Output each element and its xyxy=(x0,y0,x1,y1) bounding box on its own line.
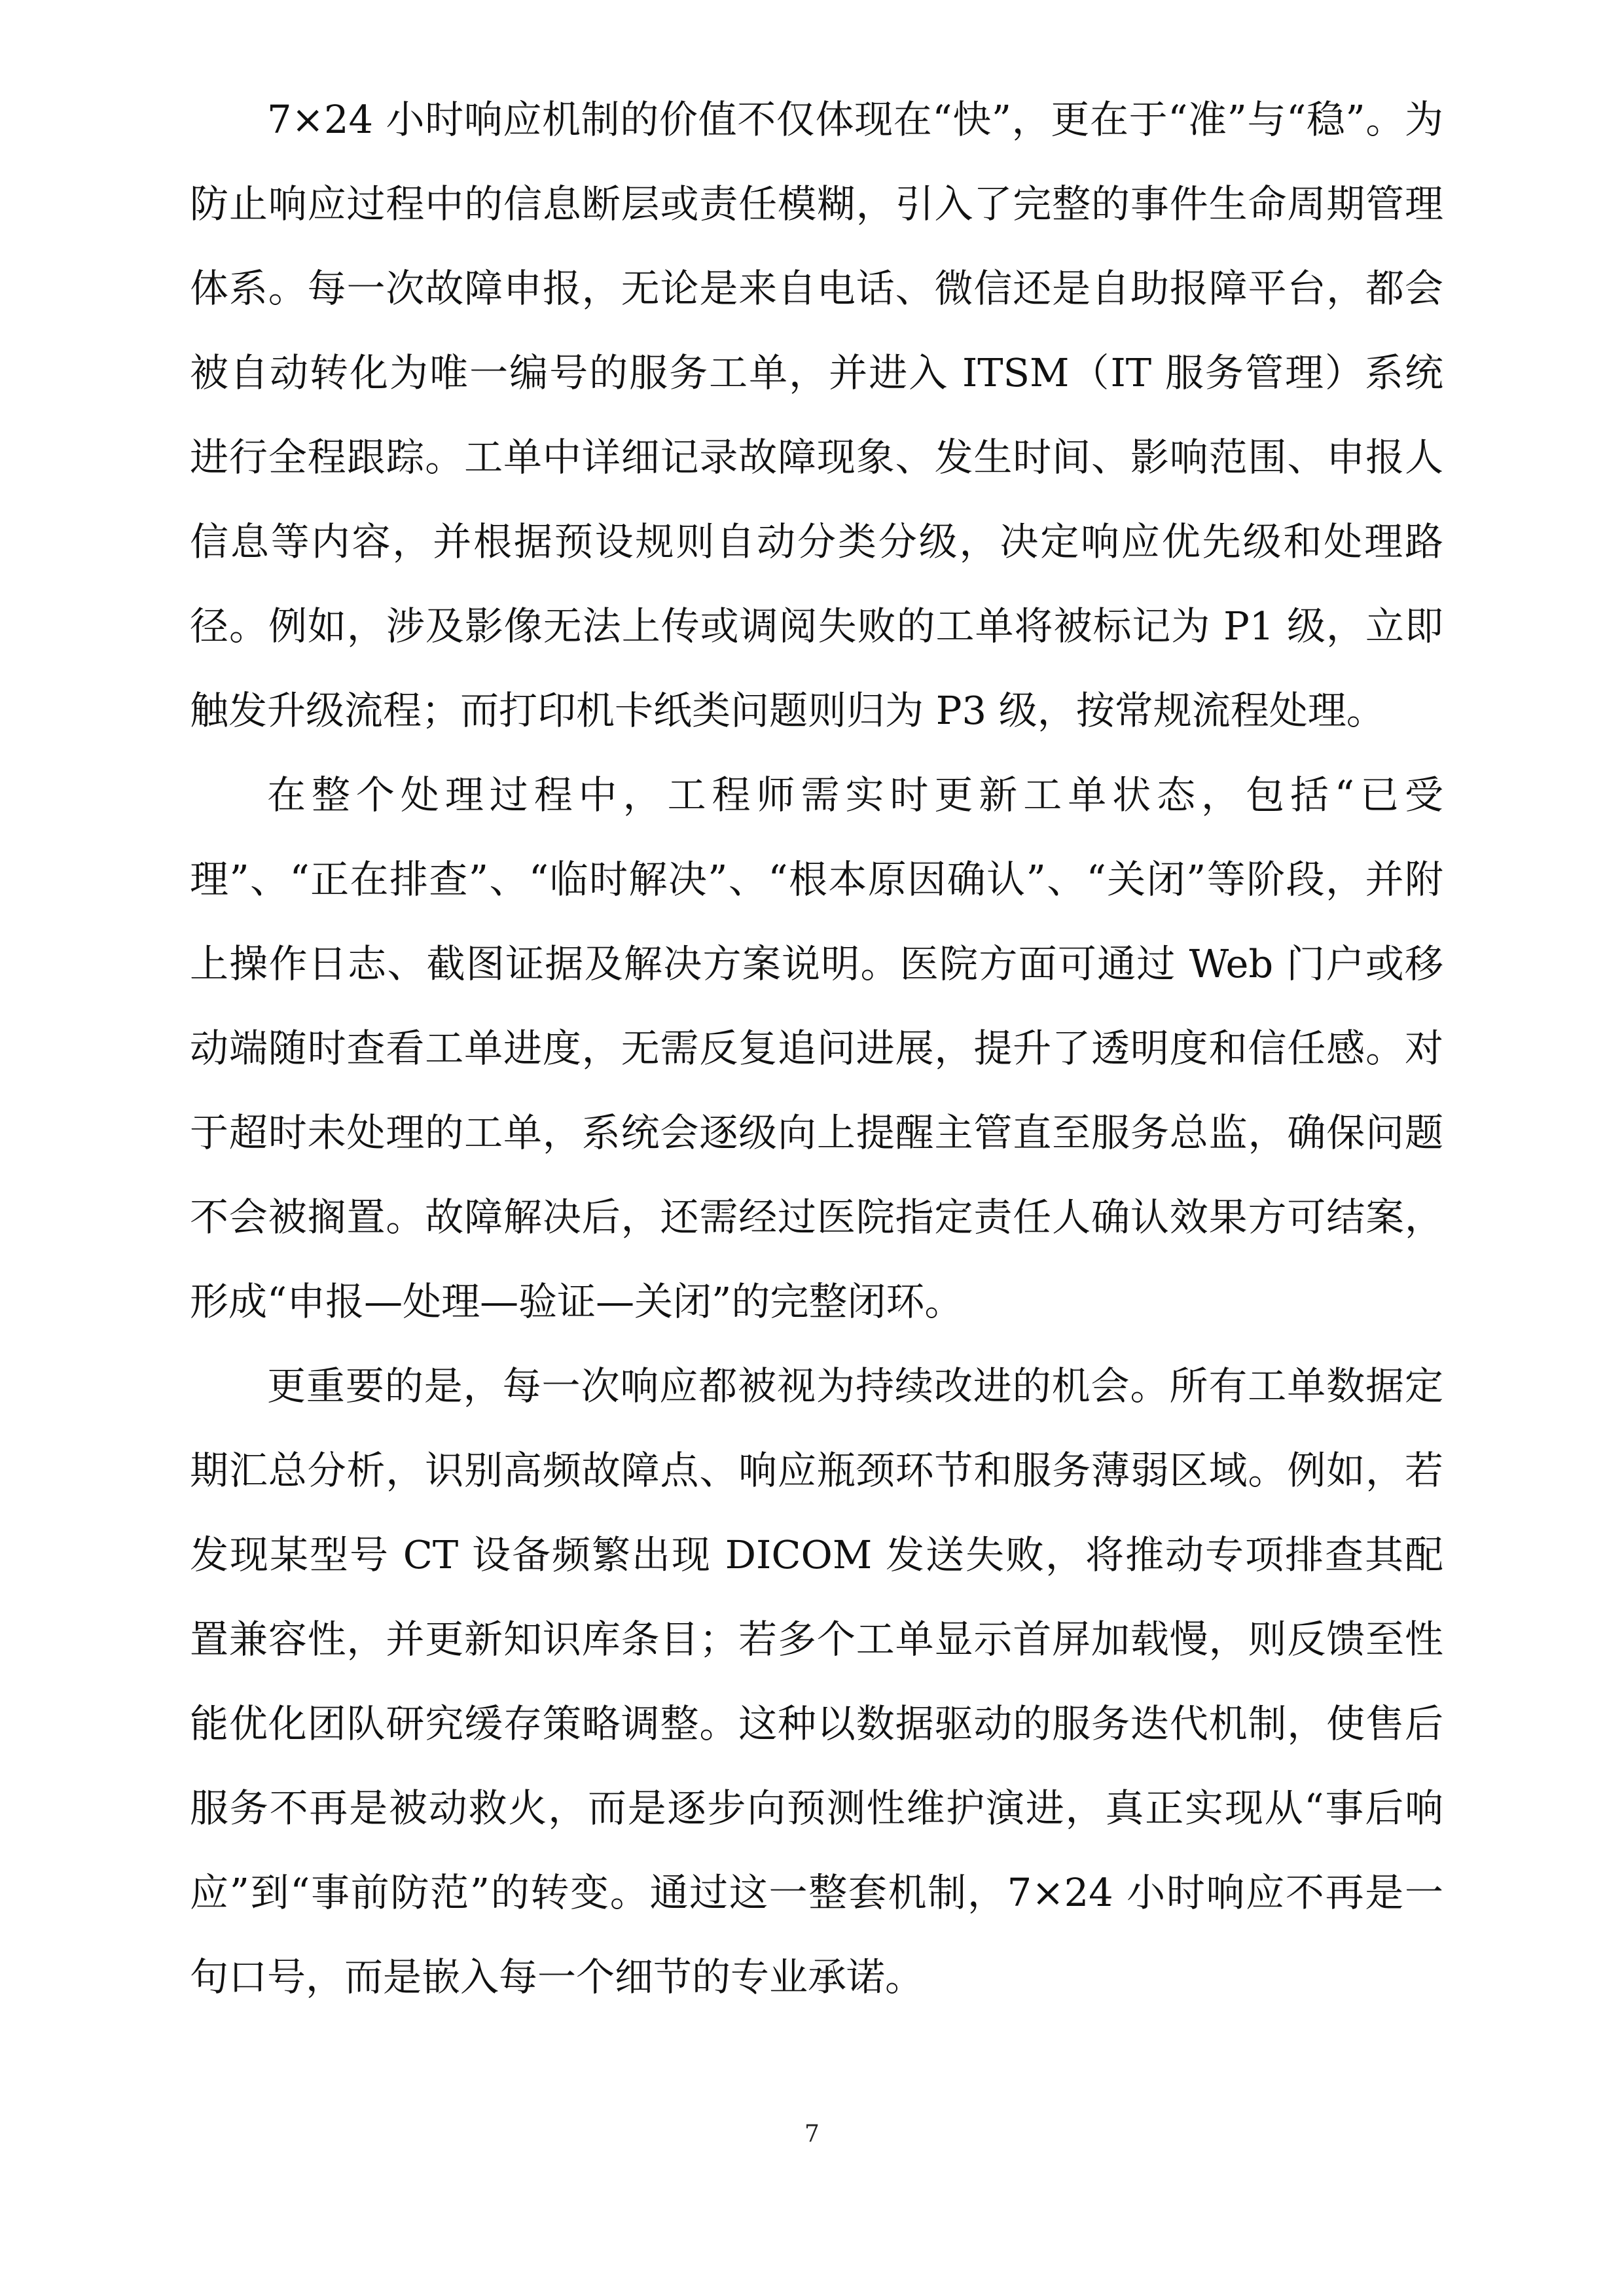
paragraph-1: 7×24 小时响应机制的价值不仅体现在“快”，更在于“准”与“稳”。为防止响应过程中的信息断层或责任模糊，引入了完整的事件生命周期管理体系。每一次故障申报，无论是来自电话、微信还是自助报障平台，都会被自动转化为唯一编号的服务工单，并进入 ITSM（IT 服务管理）系统进行全程跟踪。工单中详细记录故障现象、发生时间、影响范围、申报人信息等内容，并根据预设规则自动分类分级，决定响应优先级和处理路径。例如，涉及影像无法上传或调阅失败的工单将被标记为 P1 级，立即触发升级流程；而打印机卡纸类问题则归为 P3 级，按常规流程处理。 xyxy=(190,97,1443,733)
paragraph-3: 更重要的是，每一次响应都被视为持续改进的机会。所有工单数据定期汇总分析，识别高频故障点、响应瓶颈环节和服务薄弱区域。例如，若发现某型号 CT 设备频繁出现 DICOM 发送失败，将推动专项排查其配置兼容性，并更新知识库条目；若多个工单显示首屏加载慢，则反馈至性能优化团队研究缓存策略调整。这种以数据驱动的服务迭代机制，使售后服务不再是被动救火，而是逐步向预测性维护演进，真正实现从“事后响应”到“事前防范”的转变。通过这一整套机制，7×24 小时响应不再是一句口号，而是嵌入每一个细节的专业承诺。 xyxy=(190,1363,1443,2000)
paragraph-2: 在整个处理过程中，工程师需实时更新工单状态，包括“已受理”、“正在排查”、“临时解决”、“根本原因确认”、“关闭”等阶段，并附上操作日志、截图证据及解决方案说明。医院方面可通过 Web 门户或移动端随时查看工单进度，无需反复追问进展，提升了透明度和信任感。对于超时未处理的工单，系统会逐级向上提醒主管直至服务总监，确保问题不会被搁置。故障解决后，还需经过医院指定责任人确认效果方可结案，形成“申报—处理—验证—关闭”的完整闭环。 xyxy=(190,772,1443,1324)
page-number: 7 xyxy=(804,2121,820,2147)
document-body xyxy=(190,77,1443,2019)
